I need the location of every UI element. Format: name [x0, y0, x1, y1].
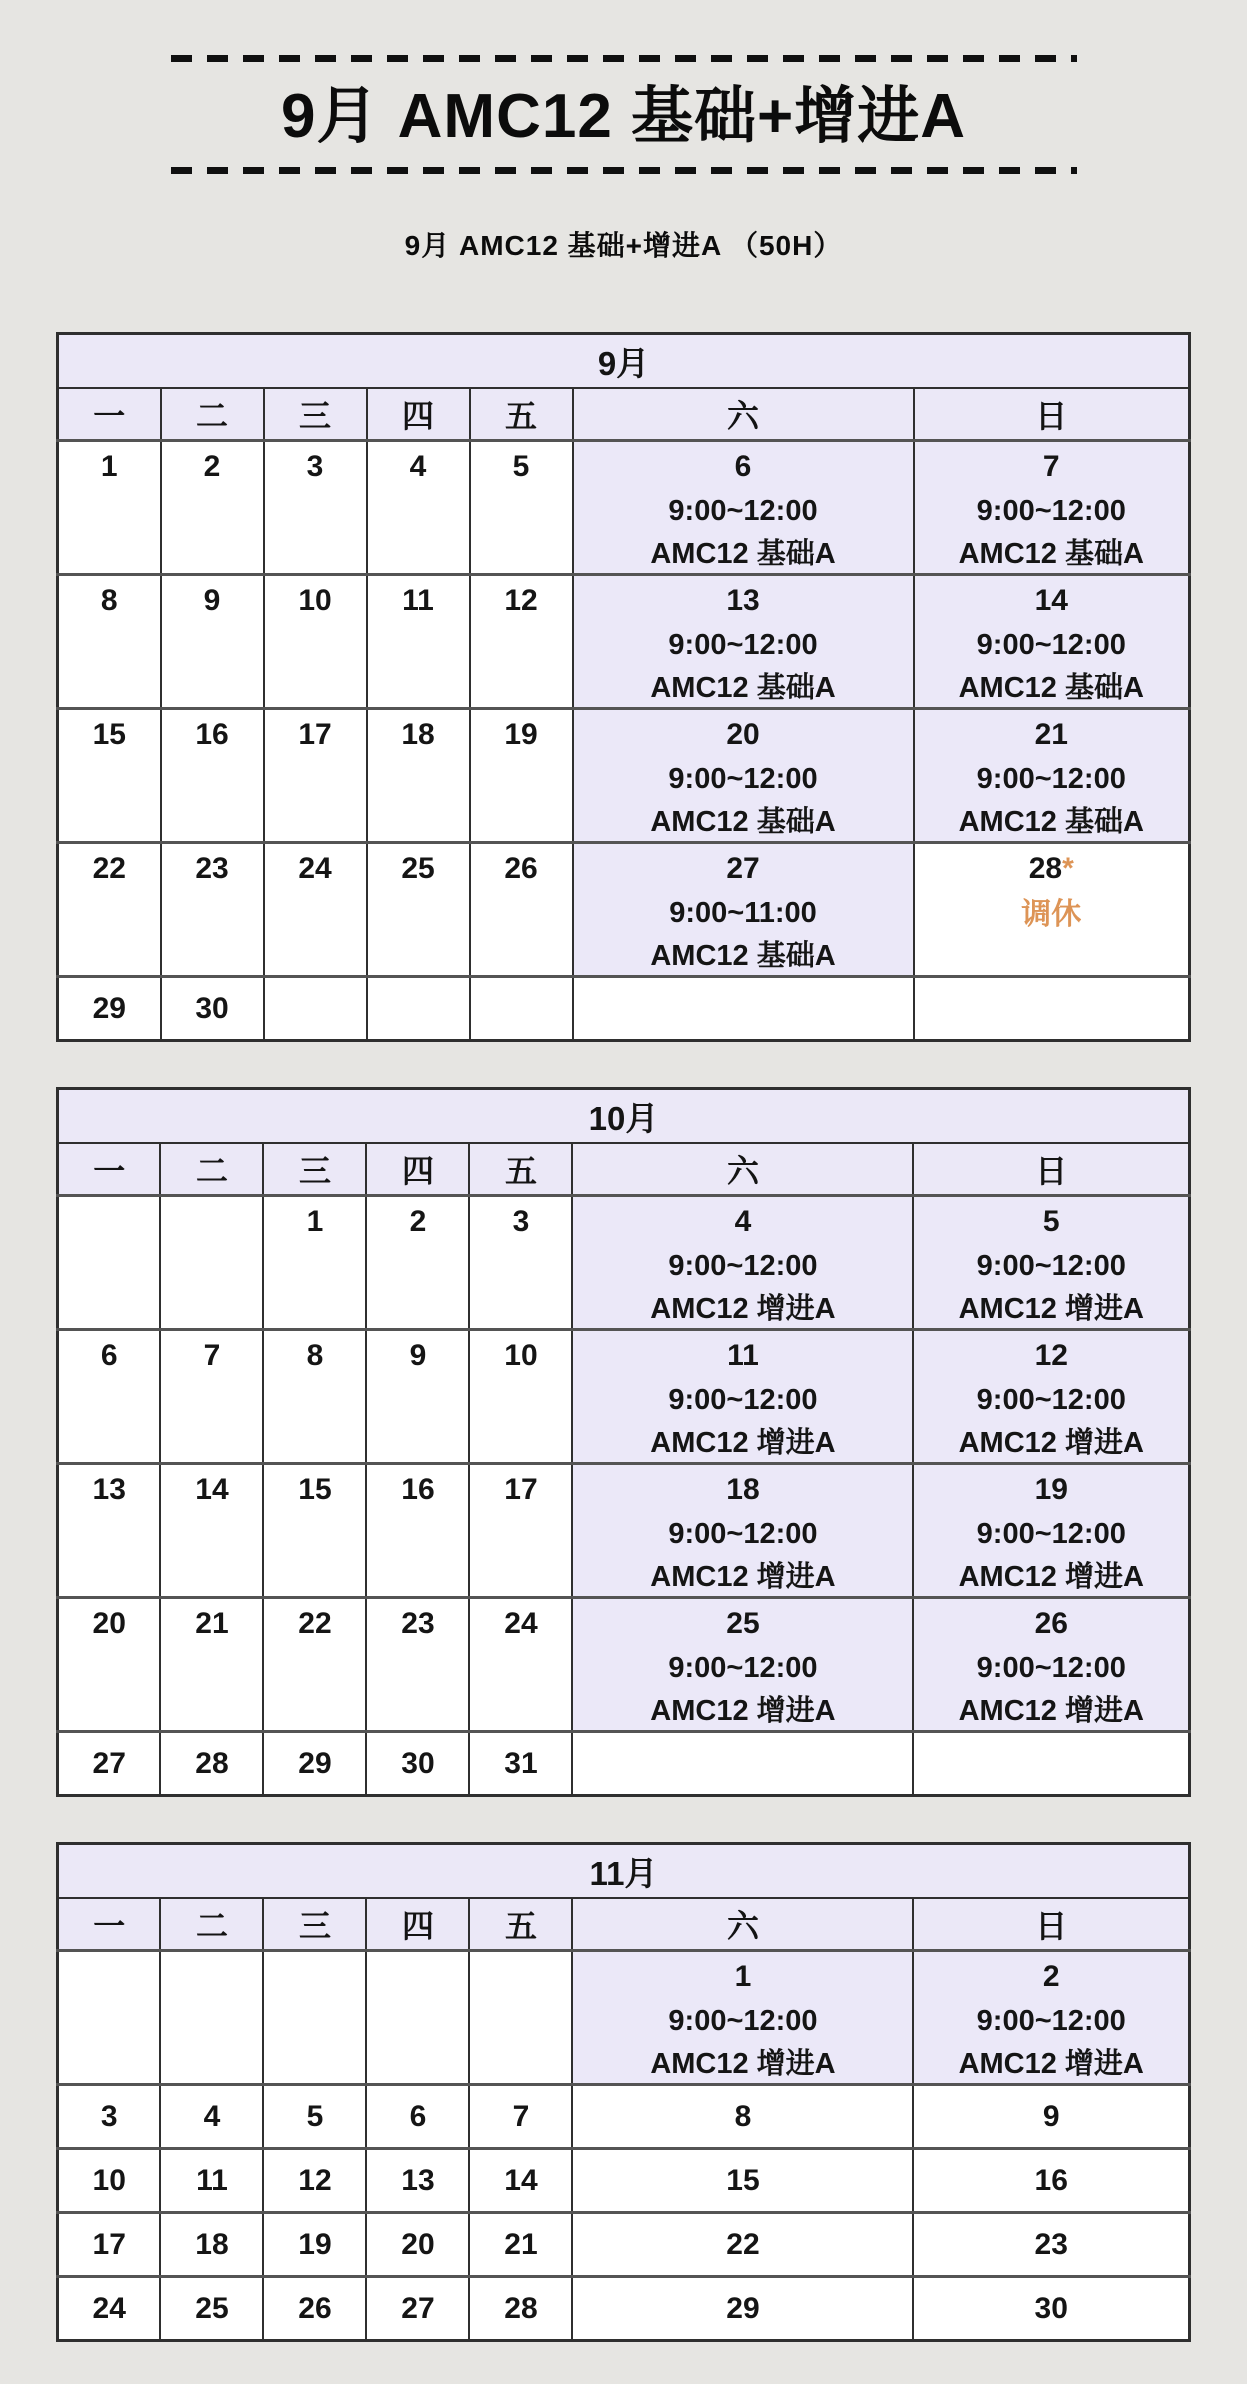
day-cell	[573, 977, 914, 1041]
day-cell	[572, 2149, 913, 2213]
month-header-row	[57, 1844, 1189, 1899]
class-name: AMC12 增进A	[958, 1427, 1144, 1460]
day-number: 25	[726, 1607, 760, 1641]
class-time: 9:00~12:00	[668, 495, 818, 528]
day-cell	[366, 2213, 469, 2277]
day-number: 23	[195, 852, 229, 886]
week-row	[57, 1598, 1189, 1732]
week-row	[58, 709, 1190, 843]
day-number: 9	[1042, 2099, 1060, 2133]
day-number: 27	[726, 852, 760, 886]
class-name: AMC12 增进A	[650, 1561, 836, 1594]
class-time: 9:00~12:00	[668, 1652, 818, 1685]
day-cell	[469, 2085, 572, 2149]
day-cell	[160, 1732, 263, 1796]
day-cell	[160, 1598, 263, 1732]
day-cell	[572, 1732, 913, 1796]
day-cell	[366, 1196, 469, 1330]
weekday-header-row	[58, 388, 1190, 441]
day-cell	[469, 2213, 572, 2277]
day-number: 29	[92, 991, 126, 1025]
day-cell	[57, 1951, 160, 2085]
day-cell	[469, 2149, 572, 2213]
weekday-header: 日	[913, 1898, 1189, 1951]
day-number: 4	[409, 450, 427, 484]
day-number: 1	[100, 450, 118, 484]
weekday-header: 六	[573, 388, 914, 441]
class-time: 9:00~12:00	[976, 629, 1126, 662]
day-cell	[367, 977, 470, 1041]
day-cell	[469, 1196, 572, 1330]
day-cell	[572, 1196, 913, 1330]
day-cell	[367, 709, 470, 843]
day-number: 4	[734, 1205, 752, 1239]
day-cell	[572, 2085, 913, 2149]
class-name: AMC12 增进A	[650, 1293, 836, 1326]
class-name: AMC12 增进A	[958, 2048, 1144, 2081]
day-number: 23	[1034, 2227, 1068, 2261]
week-row	[57, 1330, 1189, 1464]
dashed-divider-bottom	[171, 167, 1077, 174]
day-cell	[264, 843, 367, 977]
day-number: 27	[92, 1746, 126, 1780]
day-number: 7	[1042, 450, 1060, 484]
day-cell	[57, 1598, 160, 1732]
month-header-row	[58, 334, 1190, 389]
day-number: 5	[512, 450, 530, 484]
page-title: 9月 AMC12 基础+增进A	[280, 82, 967, 151]
day-cell	[913, 2213, 1189, 2277]
dashed-divider-top	[171, 55, 1077, 62]
day-number: 17	[298, 718, 332, 752]
class-time: 9:00~12:00	[976, 1384, 1126, 1417]
day-cell	[263, 2085, 366, 2149]
weekday-header: 三	[263, 1143, 366, 1196]
day-number: 16	[1034, 2163, 1068, 2197]
class-time: 9:00~12:00	[976, 1652, 1126, 1685]
day-cell	[572, 1330, 913, 1464]
weekday-header: 三	[264, 388, 367, 441]
day-cell	[58, 709, 161, 843]
weekday-header-row	[57, 1898, 1189, 1951]
day-cell	[470, 977, 573, 1041]
day-number: 18	[726, 1473, 760, 1507]
day-number: 16	[401, 1473, 435, 1507]
day-number: 26	[298, 2291, 332, 2325]
day-number: 6	[100, 1339, 118, 1373]
day-cell	[263, 1330, 366, 1464]
day-cell	[57, 1732, 160, 1796]
week-row	[57, 1951, 1189, 2085]
day-number: 27	[401, 2291, 435, 2325]
day-cell	[57, 1464, 160, 1598]
week-row	[57, 2149, 1189, 2213]
day-number: 11	[727, 1339, 759, 1373]
day-number: 2	[203, 450, 221, 484]
day-number: 25	[401, 852, 435, 886]
day-cell	[914, 843, 1190, 977]
day-number: 18	[401, 718, 435, 752]
day-number: 26	[504, 852, 538, 886]
day-number: 31	[504, 1746, 538, 1780]
day-number: 30	[1034, 2291, 1068, 2325]
day-cell	[58, 977, 161, 1041]
day-cell	[263, 1951, 366, 2085]
day-number: 14	[1034, 584, 1068, 618]
class-name: AMC12 基础A	[650, 806, 836, 839]
weekday-header: 二	[160, 1898, 263, 1951]
day-cell	[58, 843, 161, 977]
class-name: AMC12 基础A	[958, 672, 1144, 705]
day-cell	[913, 2085, 1189, 2149]
day-cell	[366, 2149, 469, 2213]
day-number: 1	[306, 1205, 324, 1239]
day-number: 10	[298, 584, 332, 618]
day-number: 25	[195, 2291, 229, 2325]
class-time: 9:00~12:00	[976, 763, 1126, 796]
day-cell	[264, 977, 367, 1041]
day-cell	[366, 1464, 469, 1598]
day-cell	[366, 1598, 469, 1732]
month-header-row	[57, 1089, 1189, 1144]
day-number: 5	[306, 2099, 324, 2133]
class-time: 9:00~12:00	[976, 1518, 1126, 1551]
month-title: 10月	[57, 1089, 1189, 1144]
weekday-header: 六	[572, 1143, 913, 1196]
day-number: 28*	[1028, 852, 1074, 886]
day-cell	[914, 441, 1190, 575]
day-cell	[573, 709, 914, 843]
day-number: 15	[92, 718, 126, 752]
day-cell	[470, 575, 573, 709]
day-cell	[366, 1330, 469, 1464]
day-cell	[572, 1598, 913, 1732]
day-cell	[367, 843, 470, 977]
day-number: 19	[504, 718, 538, 752]
class-time: 9:00~12:00	[976, 495, 1126, 528]
class-time: 9:00~12:00	[668, 1518, 818, 1551]
day-cell	[160, 1196, 263, 1330]
day-number: 29	[298, 1746, 332, 1780]
class-name: AMC12 增进A	[958, 1695, 1144, 1728]
day-cell	[263, 2213, 366, 2277]
day-number: 9	[409, 1339, 427, 1373]
day-number: 12	[504, 584, 538, 618]
day-number: 6	[409, 2099, 427, 2133]
day-number: 30	[195, 991, 229, 1025]
day-cell	[913, 1732, 1189, 1796]
day-number: 4	[203, 2099, 221, 2133]
day-cell	[469, 1464, 572, 1598]
week-row	[58, 441, 1190, 575]
day-cell	[160, 2213, 263, 2277]
weekday-header: 一	[57, 1898, 160, 1951]
day-number: 24	[504, 1607, 538, 1641]
month-title: 11月	[57, 1844, 1189, 1899]
day-number: 24	[92, 2291, 126, 2325]
month-table	[56, 1087, 1191, 1797]
week-row	[57, 1196, 1189, 1330]
class-name: AMC12 基础A	[650, 538, 836, 571]
weekday-header: 四	[367, 388, 470, 441]
day-number: 21	[1034, 718, 1068, 752]
day-cell	[470, 441, 573, 575]
day-cell	[263, 1732, 366, 1796]
day-number: 15	[726, 2163, 760, 2197]
day-cell	[913, 1464, 1189, 1598]
day-number: 12	[298, 2163, 332, 2197]
weekday-header: 五	[469, 1143, 572, 1196]
day-number: 21	[504, 2227, 538, 2261]
day-number: 11	[402, 584, 434, 618]
day-number: 17	[92, 2227, 126, 2261]
day-cell	[914, 709, 1190, 843]
week-row	[57, 1732, 1189, 1796]
day-number: 7	[203, 1339, 221, 1373]
weekday-header: 一	[57, 1143, 160, 1196]
day-number: 20	[401, 2227, 435, 2261]
day-cell	[913, 2149, 1189, 2213]
day-number: 12	[1034, 1339, 1068, 1373]
day-cell	[470, 709, 573, 843]
day-number: 29	[726, 2291, 760, 2325]
day-number: 3	[512, 1205, 530, 1239]
day-cell	[469, 1951, 572, 2085]
day-number: 13	[401, 2163, 435, 2197]
day-number: 15	[298, 1473, 332, 1507]
calendar-tables	[0, 332, 1247, 2342]
class-time: 9:00~12:00	[668, 763, 818, 796]
day-cell	[263, 1598, 366, 1732]
day-cell	[264, 575, 367, 709]
day-cell	[57, 2277, 160, 2341]
day-number: 6	[734, 450, 752, 484]
day-number: 20	[726, 718, 760, 752]
day-number: 23	[401, 1607, 435, 1641]
day-number: 19	[1034, 1473, 1068, 1507]
day-number: 3	[306, 450, 324, 484]
day-cell	[470, 843, 573, 977]
day-number: 5	[1042, 1205, 1060, 1239]
day-cell	[161, 575, 264, 709]
day-number: 21	[195, 1607, 229, 1641]
day-cell	[57, 2085, 160, 2149]
weekday-header: 三	[263, 1898, 366, 1951]
weekday-header: 一	[58, 388, 161, 441]
day-number: 17	[504, 1473, 538, 1507]
class-name: AMC12 增进A	[650, 1695, 836, 1728]
day-cell	[913, 1196, 1189, 1330]
day-cell	[572, 1464, 913, 1598]
month-table	[56, 1842, 1191, 2342]
day-cell	[160, 1464, 263, 1598]
day-cell	[913, 2277, 1189, 2341]
day-number: 18	[195, 2227, 229, 2261]
class-name: AMC12 增进A	[650, 1427, 836, 1460]
class-time: 9:00~11:00	[669, 897, 817, 930]
day-number: 16	[195, 718, 229, 752]
day-cell	[469, 2277, 572, 2341]
day-cell	[914, 977, 1190, 1041]
day-cell	[264, 441, 367, 575]
class-time: 9:00~12:00	[668, 2005, 818, 2038]
day-cell	[263, 1464, 366, 1598]
weekday-header-row	[57, 1143, 1189, 1196]
class-name: AMC12 基础A	[650, 672, 836, 705]
class-name: AMC12 基础A	[650, 940, 836, 973]
week-row	[57, 2085, 1189, 2149]
day-cell	[367, 575, 470, 709]
day-number: 20	[92, 1607, 126, 1641]
day-number: 7	[512, 2099, 530, 2133]
day-number: 28	[504, 2291, 538, 2325]
class-time: 9:00~12:00	[668, 1384, 818, 1417]
day-cell	[161, 441, 264, 575]
week-row	[58, 977, 1190, 1041]
day-number: 13	[92, 1473, 126, 1507]
day-number: 22	[92, 852, 126, 886]
class-name: AMC12 增进A	[650, 2048, 836, 2081]
weekday-header: 四	[366, 1143, 469, 1196]
week-row	[57, 1464, 1189, 1598]
day-cell	[573, 441, 914, 575]
day-cell	[469, 1732, 572, 1796]
day-number: 14	[504, 2163, 538, 2197]
day-number: 8	[100, 584, 118, 618]
day-number: 8	[306, 1339, 324, 1373]
day-cell	[57, 2149, 160, 2213]
class-time: 9:00~12:00	[668, 1250, 818, 1283]
day-number: 14	[195, 1473, 229, 1507]
day-cell	[57, 1330, 160, 1464]
day-number: 2	[409, 1205, 427, 1239]
day-number: 26	[1034, 1607, 1068, 1641]
day-cell	[572, 2213, 913, 2277]
day-cell	[913, 1951, 1189, 2085]
day-number: 3	[100, 2099, 118, 2133]
class-name: AMC12 增进A	[958, 1561, 1144, 1594]
day-cell	[160, 2149, 263, 2213]
day-cell	[367, 441, 470, 575]
day-number: 10	[92, 2163, 126, 2197]
weekday-header: 日	[913, 1143, 1189, 1196]
day-number: 30	[401, 1746, 435, 1780]
day-cell	[161, 709, 264, 843]
week-row	[58, 843, 1190, 977]
day-cell	[263, 2149, 366, 2213]
class-time: 9:00~12:00	[668, 629, 818, 662]
class-name: AMC12 增进A	[958, 1293, 1144, 1326]
day-cell	[366, 1732, 469, 1796]
day-cell	[913, 1598, 1189, 1732]
weekday-header: 五	[470, 388, 573, 441]
day-number: 13	[726, 584, 760, 618]
class-name: AMC12 基础A	[958, 806, 1144, 839]
day-cell	[57, 2213, 160, 2277]
day-number: 28	[195, 1746, 229, 1780]
week-row	[58, 575, 1190, 709]
day-number: 1	[734, 1960, 752, 1994]
day-asterisk: *	[1062, 852, 1074, 886]
day-number: 22	[726, 2227, 760, 2261]
class-time: 9:00~12:00	[976, 2005, 1126, 2038]
day-cell	[914, 575, 1190, 709]
day-number: 10	[504, 1339, 538, 1373]
day-cell	[572, 2277, 913, 2341]
weekday-header: 二	[161, 388, 264, 441]
day-cell	[263, 1196, 366, 1330]
week-row	[57, 2277, 1189, 2341]
week-row	[57, 2213, 1189, 2277]
class-name: AMC12 基础A	[958, 538, 1144, 571]
weekday-header: 二	[160, 1143, 263, 1196]
weekday-header: 六	[572, 1898, 913, 1951]
day-number: 11	[196, 2163, 228, 2197]
reschedule-note: 调休	[1021, 898, 1082, 932]
day-number: 19	[298, 2227, 332, 2261]
day-number: 22	[298, 1607, 332, 1641]
month-table	[56, 332, 1191, 1042]
day-cell	[573, 575, 914, 709]
day-number: 2	[1042, 1960, 1060, 1994]
weekday-header: 日	[914, 388, 1190, 441]
day-cell	[913, 1330, 1189, 1464]
day-cell	[263, 2277, 366, 2341]
day-cell	[161, 843, 264, 977]
day-cell	[161, 977, 264, 1041]
day-cell	[573, 843, 914, 977]
day-cell	[58, 441, 161, 575]
day-cell	[160, 2085, 263, 2149]
day-cell	[366, 1951, 469, 2085]
day-cell	[572, 1951, 913, 2085]
class-time: 9:00~12:00	[976, 1250, 1126, 1283]
day-cell	[160, 1330, 263, 1464]
weekday-header: 五	[469, 1898, 572, 1951]
day-number: 24	[298, 852, 332, 886]
day-cell	[57, 1196, 160, 1330]
day-cell	[366, 2277, 469, 2341]
weekday-header: 四	[366, 1898, 469, 1951]
day-number: 8	[734, 2099, 752, 2133]
day-cell	[469, 1598, 572, 1732]
month-title: 9月	[58, 334, 1190, 389]
day-number: 9	[203, 584, 221, 618]
day-cell	[160, 2277, 263, 2341]
day-cell	[469, 1330, 572, 1464]
day-cell	[160, 1951, 263, 2085]
page-subtitle: 9月 AMC12 基础+增进A （50H）	[404, 230, 843, 262]
day-cell	[366, 2085, 469, 2149]
day-cell	[264, 709, 367, 843]
day-cell	[58, 575, 161, 709]
